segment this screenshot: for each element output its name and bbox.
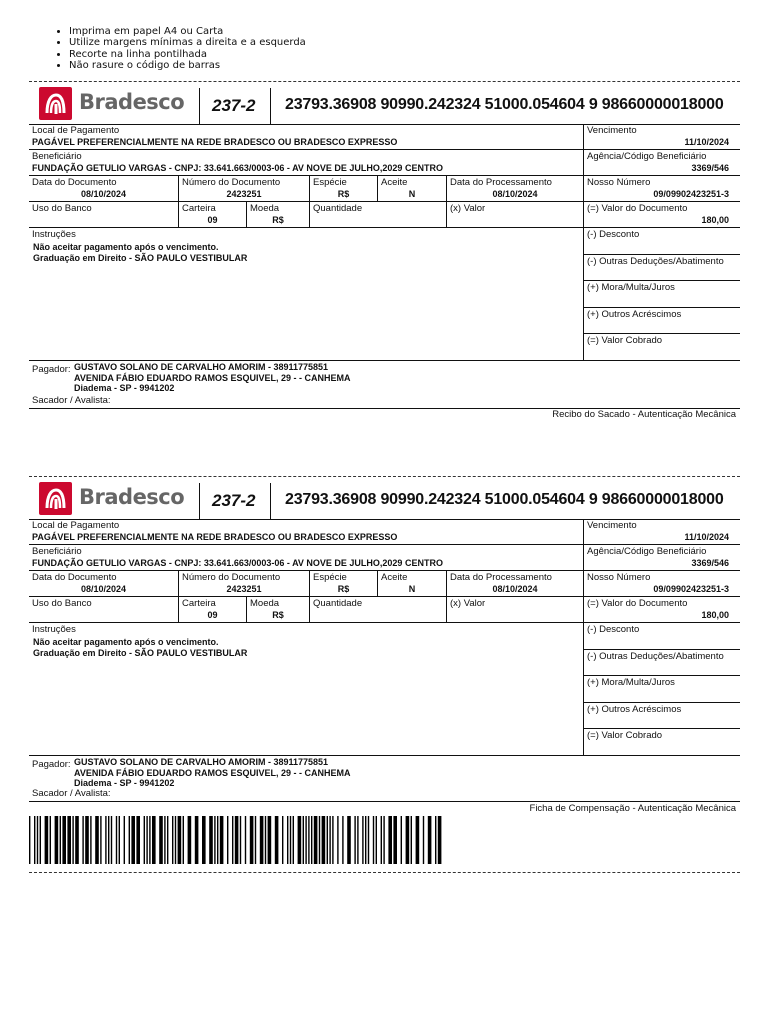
quantidade-label: Quantidade [313,598,363,609]
barcode-bar [232,816,233,864]
barcode-bar [373,816,374,864]
carteira-label: Carteira [182,203,216,214]
mora-label: (+) Mora/Multa/Juros [587,677,675,688]
moeda-value: R$ [272,215,284,225]
barcode-bar [376,816,377,864]
nosso-numero-cell [583,176,740,202]
uso-banco-cell [29,597,178,623]
barcode-bar [401,816,402,864]
carteira-value: 09 [207,215,218,225]
barcode-bar [50,816,51,864]
valor-cobrado-label: (=) Valor Cobrado [587,335,663,346]
barcode-bar [227,816,228,864]
especie-value: R$ [337,584,350,594]
barcode-bar [311,816,312,864]
sacador-label: Sacador / Avalista: [32,788,111,799]
barcode-bar [67,816,71,864]
barcode-bar [411,816,412,864]
barcode-bar [45,816,49,864]
barcode-bar [438,816,442,864]
desconto-label: (-) Desconto [587,229,640,240]
quantidade-cell [309,597,446,623]
local-pagamento-label: Local de Pagamento [32,520,120,531]
data-documento-cell [29,176,178,202]
valor-documento-label: (=) Valor do Documento [587,598,688,609]
pagador-info [74,757,351,789]
valor-documento-cell [583,202,740,228]
agencia-label: Agência/Código Beneficiário [587,151,707,162]
outros-acrescimos-label: (+) Outros Acréscimos [587,309,682,320]
barcode-bar [255,816,256,864]
barcode-bar [235,816,239,864]
barcode-bar [423,816,424,864]
valor-documento-cell [583,597,740,623]
barcode-bar [40,816,41,864]
pagador-cell [29,361,740,409]
barcode-bar [217,816,218,864]
sacador-label: Sacador / Avalista: [32,395,111,406]
barcode-bar [282,816,283,864]
numero-documento-value: 2423251 [226,584,262,594]
outras-deducoes-label: (-) Outras Deduções/Abatimento [587,256,724,267]
barcode-bar [428,816,432,864]
barcode-bar [90,816,91,864]
digitable-line: 23793.36908 90990.242324 51000.054604 9 98660000018000 [285,96,724,113]
footer-ficha: Ficha de Compensação - Autenticação Mecânica [529,803,736,814]
valor-cell [446,202,583,228]
slip-header [29,477,740,520]
bank-name: Bradesco [79,90,185,114]
barcode-bar [146,816,147,864]
aceite-label: Aceite [381,177,408,188]
valor-documento-label: (=) Valor do Documento [587,203,688,214]
barcode-bar [240,816,241,864]
quantidade-cell [309,202,446,228]
barcode-bar [319,816,320,864]
especie-label: Espécie [313,177,347,188]
barcode-bar [108,816,109,864]
aceite-cell [377,571,446,597]
beneficiario-label: Beneficiário [32,546,82,557]
beneficiario-cell [29,150,583,176]
bank-code: 237-2 [212,96,256,115]
barcode-bar [72,816,73,864]
barcode-bar [95,816,99,864]
bank-logo [39,482,185,515]
outros-acrescimos-cell [583,703,740,729]
especie-cell [309,176,377,202]
barcode-bar [111,816,112,864]
mora-cell [583,676,740,703]
aceite-value: N [408,189,416,199]
barcode-bar [337,816,338,864]
barcode-bar [183,816,184,864]
instrucoes-text [33,637,247,659]
bank-logo [39,87,185,120]
outras-deducoes-label: (-) Outras Deduções/Abatimento [587,651,724,662]
local-pagamento-value: PAGÁVEL PREFERENCIALMENTE NA REDE BRADESCO OU BRADESCO EXPRESSO [32,137,398,147]
carteira-cell [178,597,246,623]
divider [270,88,271,124]
outras-deducoes-cell [583,255,740,281]
barcode-bar [209,816,213,864]
instrucao-line: Não aceitar pagamento após o vencimento. [33,242,219,252]
barcode-bar [275,816,279,864]
barcode-bar [327,816,328,864]
nosso-numero-value: 09/09902423251-3 [653,189,729,199]
barcode-bar [195,816,199,864]
barcode-bar [383,816,384,864]
barcode-bar [314,816,318,864]
valor-label: (x) Valor [450,203,486,214]
numero-documento-label: Número do Documento [182,572,281,583]
data-documento-label: Data do Documento [32,572,117,583]
agencia-value: 3369/546 [691,558,729,568]
local-pagamento-cell [29,519,583,545]
valor-documento-value: 180,00 [701,215,729,225]
divider [199,88,200,124]
barcode-bar [260,816,264,864]
divider [270,483,271,519]
instrucoes-cell [29,228,583,361]
moeda-cell [246,202,309,228]
barcode-bar [131,816,135,864]
barcode-bar [365,816,366,864]
valor-cobrado-cell [583,729,740,756]
numero-documento-label: Número do Documento [182,177,281,188]
barcode-bar [250,816,254,864]
moeda-label: Moeda [250,203,280,214]
data-processamento-value: 08/10/2024 [492,584,538,594]
agencia-cell [583,545,740,571]
outros-acrescimos-label: (+) Outros Acréscimos [587,704,682,715]
barcode-bar [322,816,326,864]
barcode-bar [119,816,120,864]
instruction-item: • Imprima em papel A4 ou Carta [69,26,306,37]
barcode-bar [124,816,125,864]
local-pagamento-label: Local de Pagamento [32,125,120,136]
footer-recibo: Recibo do Sacado - Autenticação Mecânica [552,409,736,420]
agencia-value: 3369/546 [691,163,729,173]
data-documento-value: 08/10/2024 [80,584,127,594]
barcode-bar [159,816,163,864]
barcode-bar [362,816,363,864]
data-processamento-label: Data do Processamento [450,177,552,188]
local-pagamento-value: PAGÁVEL PREFERENCIALMENTE NA REDE BRADESCO OU BRADESCO EXPRESSO [32,532,398,542]
instrucoes-label: Instruções [32,229,76,240]
agencia-cell [583,150,740,176]
data-processamento-cell [446,571,583,597]
barcode-bar [29,816,30,864]
vencimento-label: Vencimento [587,125,637,136]
instruction-item: • Utilize margens mínimas a direita e a esquerda [69,37,306,48]
barcode-bar [388,816,392,864]
numero-documento-cell [178,571,309,597]
barcode-bar [75,816,79,864]
barcode-bar [368,816,369,864]
beneficiario-value: FUNDAÇÃO GETULIO VARGAS - CNPJ: 33.641.663/0003-06 - AV NOVE DE JULHO,2029 CENTRO [32,558,443,568]
barcode-bar [214,816,215,864]
data-processamento-label: Data do Processamento [450,572,552,583]
beneficiario-cell [29,545,583,571]
barcode-bar [329,816,330,864]
agencia-label: Agência/Código Beneficiário [587,546,707,557]
barcode-bar [149,816,150,864]
pagador-cell [29,756,740,802]
outras-deducoes-cell [583,650,740,676]
aceite-label: Aceite [381,572,408,583]
desconto-cell [583,228,740,255]
data-documento-cell [29,571,178,597]
outros-acrescimos-cell [583,308,740,334]
barcode-bar [303,816,304,864]
barcode-bar [357,816,358,864]
aceite-cell [377,176,446,202]
barcode-bar [60,816,61,864]
numero-documento-cell [178,176,309,202]
data-documento-label: Data do Documento [32,177,117,188]
digitable-line: 23793.36908 90990.242324 51000.054604 9 98660000018000 [285,491,724,508]
pagador-endereco: AVENIDA FÁBIO EDUARDO RAMOS ESQUIVEL, 29 - - CANHEMA [74,372,351,383]
nosso-numero-label: Nosso Número [587,572,651,583]
moeda-cell [246,597,309,623]
vencimento-value: 11/10/2024 [684,137,729,147]
barcode-bar [152,816,156,864]
instrucao-line: Graduação em Direito - SÃO PAULO VESTIBULAR [33,648,248,658]
cut-line [29,872,740,873]
instrucao-line: Graduação em Direito - SÃO PAULO VESTIBULAR [33,253,248,263]
desconto-cell [583,623,740,650]
vencimento-label: Vencimento [587,520,637,531]
valor-label: (x) Valor [450,598,486,609]
vencimento-value: 11/10/2024 [684,532,729,542]
moeda-label: Moeda [250,598,280,609]
barcode-bar [268,816,272,864]
local-pagamento-cell [29,124,583,150]
instrucao-line: Não aceitar pagamento após o vencimento. [33,637,219,647]
instrucoes-text [33,242,247,264]
pagador-label: Pagador: [32,364,71,375]
uso-banco-cell [29,202,178,228]
barcode-bar [354,816,355,864]
valor-cell [446,597,583,623]
pagador-nome: GUSTAVO SOLANO DE CARVALHO AMORIM - 38911775851 [74,362,329,372]
barcode-bar [55,816,59,864]
especie-value: R$ [337,189,350,199]
instrucoes-cell [29,623,583,756]
barcode-bar [220,816,224,864]
data-processamento-value: 08/10/2024 [492,189,538,199]
barcode-bar [175,816,176,864]
valor-documento-value: 180,00 [701,610,729,620]
barcode-bar [178,816,182,864]
barcode-bar [393,816,397,864]
barcode-bar [105,816,106,864]
pagador-nome: GUSTAVO SOLANO DE CARVALHO AMORIM - 38911775851 [74,757,329,767]
barcode-bar [85,816,89,864]
barcode-bar [164,816,165,864]
barcode-bar [342,816,343,864]
barcode-bar [37,816,38,864]
slip-ficha [29,477,740,814]
uso-banco-label: Uso do Banco [32,203,92,214]
barcode-bar [381,816,382,864]
pagador-cidade: Diadema - SP - 9941202 [74,383,175,394]
especie-cell [309,571,377,597]
instruction-item: • Não rasure o código de barras [69,60,306,71]
barcode-bar [245,816,246,864]
beneficiario-value: FUNDAÇÃO GETULIO VARGAS - CNPJ: 33.641.663/0003-06 - AV NOVE DE JULHO,2029 CENTRO [32,163,443,173]
barcode-bar [416,816,420,864]
print-instructions [53,26,306,71]
carteira-label: Carteira [182,598,216,609]
barcode-bar [116,816,117,864]
aceite-value: N [408,584,416,594]
data-processamento-cell [446,176,583,202]
data-documento-value: 08/10/2024 [80,189,127,199]
barcode-bar [62,816,66,864]
barcode-bar [167,816,168,864]
barcode-bar [308,816,309,864]
barcode-bar [435,816,436,864]
instrucoes-label: Instruções [32,624,76,635]
barcode-bar [202,816,206,864]
barcode-bar [298,816,302,864]
barcode-bar [100,816,101,864]
quantidade-label: Quantidade [313,203,363,214]
especie-label: Espécie [313,572,347,583]
mora-cell [583,281,740,308]
barcode-bar [287,816,288,864]
slip-recibo [29,82,740,420]
numero-documento-value: 2423251 [226,189,262,199]
pagador-cidade: Diadema - SP - 9941202 [74,778,175,789]
barcode-bar [82,816,83,864]
barcode-bar [172,816,173,864]
barcode-bar [347,816,351,864]
barcode-bar [34,816,35,864]
nosso-numero-value: 09/09902423251-3 [653,584,729,594]
desconto-label: (-) Desconto [587,624,640,635]
valor-cobrado-cell [583,334,740,361]
mora-label: (+) Mora/Multa/Juros [587,282,675,293]
slip-header [29,82,740,125]
barcode-bar [332,816,333,864]
pagador-label: Pagador: [32,759,71,770]
bradesco-tree-icon [39,482,72,515]
bank-name: Bradesco [79,485,185,509]
barcode-bar [290,816,291,864]
barcode-bar [136,816,140,864]
barcode-bar [305,816,306,864]
bank-code: 237-2 [212,491,256,510]
nosso-numero-cell [583,571,740,597]
pagador-info [74,362,351,394]
vencimento-cell [583,519,740,545]
beneficiario-label: Beneficiário [32,151,82,162]
bradesco-tree-icon [39,87,72,120]
barcode-bar [265,816,266,864]
pagador-endereco: AVENIDA FÁBIO EDUARDO RAMOS ESQUIVEL, 29 - - CANHEMA [74,767,351,778]
instruction-item: • Recorte na linha pontilhada [69,49,306,60]
barcode-bar [406,816,410,864]
nosso-numero-label: Nosso Número [587,177,651,188]
barcode-bar [293,816,294,864]
carteira-cell [178,202,246,228]
uso-banco-label: Uso do Banco [32,598,92,609]
barcode-bar [129,816,130,864]
valor-cobrado-label: (=) Valor Cobrado [587,730,663,741]
divider [199,483,200,519]
vencimento-cell [583,124,740,150]
barcode-bar [188,816,192,864]
carteira-value: 09 [207,610,218,620]
barcode [29,816,443,864]
moeda-value: R$ [272,610,284,620]
barcode-bar [144,816,145,864]
